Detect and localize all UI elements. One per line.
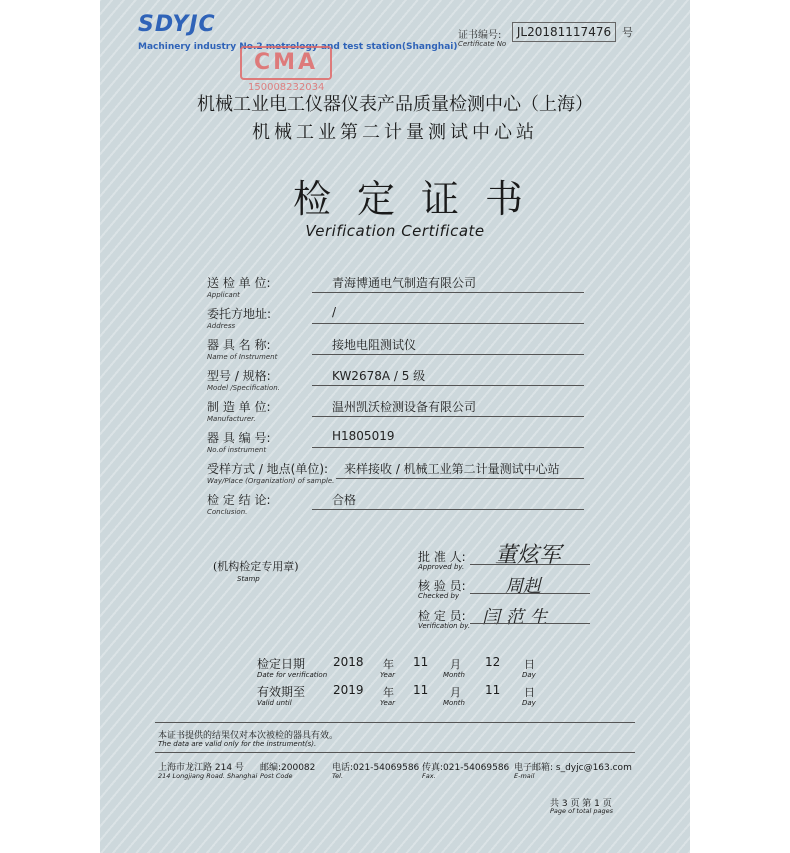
footer-postcode: 邮编:200082 bbox=[260, 763, 316, 773]
field-line bbox=[312, 447, 584, 448]
month-unit: 月 bbox=[450, 658, 461, 671]
cert-no-label: 证书编号: bbox=[458, 30, 502, 41]
valid-day: 11 bbox=[485, 683, 501, 697]
field-label-en-applicant: Applicant bbox=[207, 291, 240, 299]
field-label-en-sample-way: Way/Place (Organization) of sample. bbox=[207, 477, 335, 485]
certificate-title: 检定证书 bbox=[292, 177, 549, 221]
field-label-en-manufacturer: Manufacturer. bbox=[207, 415, 256, 423]
verified-by-signature: 闫 范 生 bbox=[482, 607, 548, 628]
verified-by-label: 检 定 员: bbox=[418, 609, 466, 623]
year-unit-en: Year bbox=[380, 671, 395, 679]
certificate-title-en: Verification Certificate bbox=[305, 222, 485, 240]
field-label-en-conclusion: Conclusion. bbox=[207, 508, 248, 516]
month-unit-en: Month bbox=[443, 699, 465, 707]
footer-rule bbox=[155, 722, 635, 723]
field-label-en-instrument-no: No.of instrument bbox=[207, 446, 267, 454]
signature-line bbox=[470, 623, 590, 624]
field-value-sample-way: 来样接收 / 机械工业第二计量测试中心站 bbox=[344, 462, 560, 476]
footer-tel: 电话:021-54069586 bbox=[332, 763, 420, 773]
cma-stamp: CMA bbox=[240, 46, 332, 80]
valid-until-label-en: Valid until bbox=[257, 699, 292, 707]
approved-by-label-en: Approved by. bbox=[418, 563, 465, 571]
field-label-instrument-name: 器 具 名 称: bbox=[207, 338, 271, 352]
day-unit: 日 bbox=[524, 686, 535, 699]
brand-subtitle: Machinery industry No.2 metrology and test station(Shanghai) bbox=[138, 42, 458, 52]
validity-note-en: The data are valid only for the instrument(s). bbox=[158, 740, 317, 748]
month-unit-en: Month bbox=[443, 671, 465, 679]
footer-email: 电子邮箱: s_dyjc@163.com bbox=[514, 763, 632, 773]
cert-no-suffix: 号 bbox=[622, 26, 633, 39]
institution-stamp-label-en: Stamp bbox=[237, 575, 260, 583]
page-count-en: Page of total pages bbox=[550, 807, 613, 815]
field-line bbox=[336, 478, 584, 479]
field-value-applicant: 青海博通电气制造有限公司 bbox=[332, 276, 477, 290]
field-label-en-address: Address bbox=[207, 322, 236, 330]
verify-month: 11 bbox=[413, 655, 429, 669]
brand-logo: SDYJC bbox=[138, 12, 216, 37]
field-value-conclusion: 合格 bbox=[332, 493, 357, 507]
validity-note: 本证书提供的结果仅对本次被检的器具有效。 bbox=[158, 731, 339, 741]
footer-address: 上海市龙江路 214 号 bbox=[158, 763, 244, 773]
year-unit-en: Year bbox=[380, 699, 395, 707]
field-line bbox=[312, 354, 584, 355]
field-label-manufacturer: 制 造 单 位: bbox=[207, 400, 271, 414]
verify-year: 2018 bbox=[333, 655, 364, 669]
field-value-model: KW2678A / 5 级 bbox=[332, 369, 426, 383]
year-unit: 年 bbox=[383, 686, 394, 699]
field-value-instrument-name: 接地电阻测试仪 bbox=[332, 338, 417, 352]
field-label-instrument-no: 器 具 编 号: bbox=[207, 431, 271, 445]
verify-date-label-en: Date for verification bbox=[257, 671, 328, 679]
checked-by-label: 核 验 员: bbox=[418, 579, 466, 593]
approved-by-label: 批 准 人: bbox=[418, 550, 466, 564]
field-line bbox=[312, 385, 584, 386]
footer-address-en: 214 Longjiang Road. Shanghai bbox=[158, 772, 258, 780]
field-value-manufacturer: 温州凯沃检测设备有限公司 bbox=[332, 400, 477, 414]
verify-day: 12 bbox=[485, 655, 501, 669]
field-line bbox=[312, 509, 584, 510]
checked-by-label-en: Checked by bbox=[418, 592, 460, 600]
footer-rule bbox=[155, 752, 635, 753]
day-unit-en: Day bbox=[522, 699, 536, 707]
field-line bbox=[312, 416, 584, 417]
certificate-sheet bbox=[100, 0, 690, 853]
institution-stamp-label: (机构检定专用章) bbox=[213, 560, 299, 573]
cert-no-label-en: Certificate No bbox=[458, 40, 507, 48]
field-label-conclusion: 检 定 结 论: bbox=[207, 493, 271, 507]
verify-date-label: 检定日期 bbox=[257, 657, 306, 671]
org-title-line2: 机械工业第二计量测试中心站 bbox=[252, 122, 538, 143]
field-value-address: / bbox=[332, 305, 337, 319]
year-unit: 年 bbox=[383, 658, 394, 671]
footer-tel-en: Tel. bbox=[332, 772, 344, 780]
footer-fax: 传真:021-54069586 bbox=[422, 763, 510, 773]
field-value-instrument-no: H1805019 bbox=[332, 429, 395, 443]
day-unit-en: Day bbox=[522, 671, 536, 679]
valid-until-label: 有效期至 bbox=[257, 685, 306, 699]
day-unit: 日 bbox=[524, 658, 535, 671]
cma-stamp-number: 150008232034 bbox=[248, 82, 325, 93]
org-title-line1: 机械工业电工仪器仪表产品质量检测中心（上海） bbox=[197, 94, 593, 115]
field-label-applicant: 送 检 单 位: bbox=[207, 276, 271, 290]
field-label-address: 委托方地址: bbox=[207, 307, 272, 321]
checked-by-signature: 周赳 bbox=[505, 576, 541, 597]
footer-fax-en: Fax. bbox=[422, 772, 436, 780]
footer-postcode-en: Post Code bbox=[260, 772, 293, 780]
cert-no-value: JL20181117476 bbox=[512, 22, 616, 42]
verified-by-label-en: Verification by. bbox=[418, 622, 471, 630]
field-line bbox=[312, 292, 584, 293]
valid-month: 11 bbox=[413, 683, 429, 697]
footer-email-en: E-mail bbox=[514, 772, 535, 780]
field-label-en-instrument-name: Name of Instrument bbox=[207, 353, 278, 361]
signature-line bbox=[470, 593, 590, 594]
approved-by-signature: 董炫军 bbox=[495, 543, 562, 568]
page-count: 共 3 页 第 1 页 bbox=[550, 799, 612, 809]
field-label-en-model: Model /Specification. bbox=[207, 384, 280, 392]
field-line bbox=[312, 323, 584, 324]
field-label-sample-way: 受样方式 / 地点(单位): bbox=[207, 462, 329, 476]
month-unit: 月 bbox=[450, 686, 461, 699]
valid-year: 2019 bbox=[333, 683, 364, 697]
field-label-model: 型号 / 规格: bbox=[207, 369, 271, 383]
signature-line bbox=[470, 564, 590, 565]
